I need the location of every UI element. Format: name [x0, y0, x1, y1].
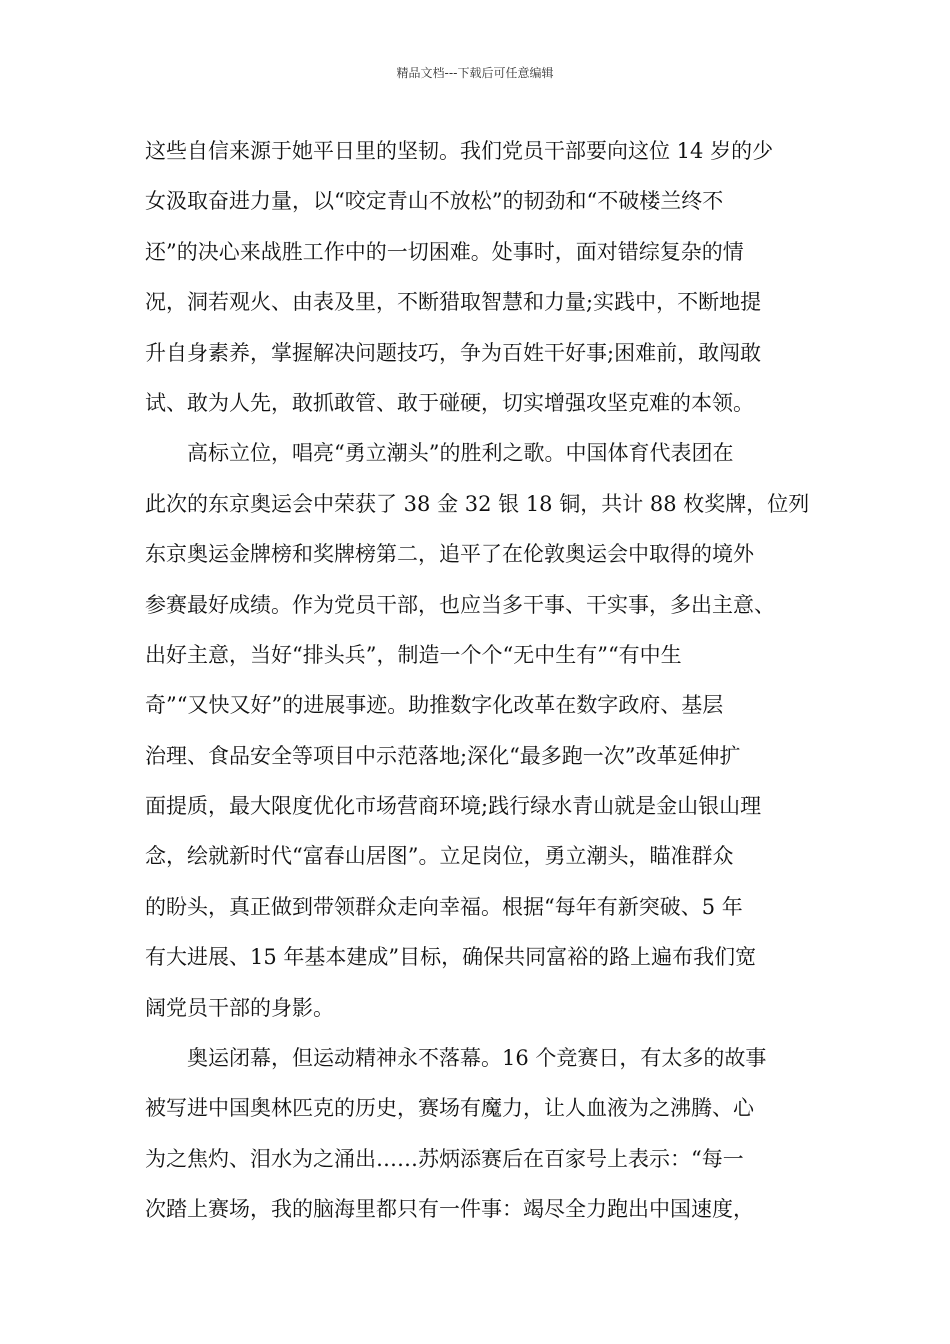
text-line: 被写进中国奥林匹克的历史，赛场有魔力，让人血液为之沸腾、心 [145, 1096, 754, 1121]
paragraph-1 [145, 126, 810, 428]
text-line: 女汲取奋进力量，以“咬定青山不放松”的韧劲和“不破楼兰终不 [145, 189, 724, 214]
text-line: 参赛最好成绩。作为党员干部，也应当多干事、干实事，多出主意、 [145, 592, 775, 617]
text-line: 出好主意，当好“排头兵”，制造一个个“无中生有”“有中生 [145, 642, 682, 667]
document-body [145, 126, 810, 1235]
text-line: 况，洞若观火、由表及里，不断猎取智慧和力量;实践中，不断地提 [145, 290, 762, 315]
text-line: 试、敢为人先，敢抓敢管、敢于碰硬，切实增强攻坚克难的本领。 [145, 390, 754, 415]
text-line: 为之焦灼、泪水为之涌出……苏炳添赛后在百家号上表示：“每一 [145, 1146, 744, 1171]
text-line: 东京奥运金牌榜和奖牌榜第二，追平了在伦敦奥运会中取得的境外 [145, 542, 754, 567]
paragraph-2 [145, 428, 810, 1033]
text-line: 高标立位，唱亮“勇立潮头”的胜利之歌。中国体育代表团在 [187, 441, 734, 466]
text-line: 这些自信来源于她平日里的坚韧。我们党员干部要向这位 14 岁的少 [145, 139, 774, 163]
text-line: 阔党员干部的身影。 [145, 995, 334, 1020]
page-header: 精品文档---下载后可任意编辑 [396, 66, 554, 80]
text-line: 念，绘就新时代“富春山居图”。立足岗位，勇立潮头，瞄准群众 [145, 844, 734, 869]
text-line: 有大进展、15 年基本建成”目标，确保共同富裕的路上遍布我们宽 [145, 945, 757, 970]
text-line: 面提质，最大限度优化市场营商环境;践行绿水青山就是金山银山理 [145, 794, 762, 819]
text-line: 奥运闭幕，但运动精神永不落幕。16 个竞赛日，有太多的故事 [187, 1046, 767, 1071]
paragraph-3 [145, 1033, 810, 1235]
text-line: 治理、食品安全等项目中示范落地;深化“最多跑一次”改革延伸扩 [145, 743, 741, 768]
text-line: 还”的决心来战胜工作中的一切困难。处事时，面对错综复杂的情 [145, 239, 744, 264]
text-line: 奇”“又快又好”的进展事迹。助推数字化改革在数字政府、基层 [145, 693, 724, 718]
text-line: 此次的东京奥运会中荣获了 38 金 32 银 18 铜，共计 88 枚奖牌，位列 [145, 491, 810, 516]
text-line: 升自身素养，掌握解决问题技巧，争为百姓干好事;困难前，敢闯敢 [145, 340, 762, 365]
text-line: 次踏上赛场，我的脑海里都只有一件事：竭尽全力跑出中国速度， [145, 1197, 754, 1222]
text-line: 的盼头，真正做到带领群众走向幸福。根据“每年有新突破、5 年 [145, 894, 743, 919]
